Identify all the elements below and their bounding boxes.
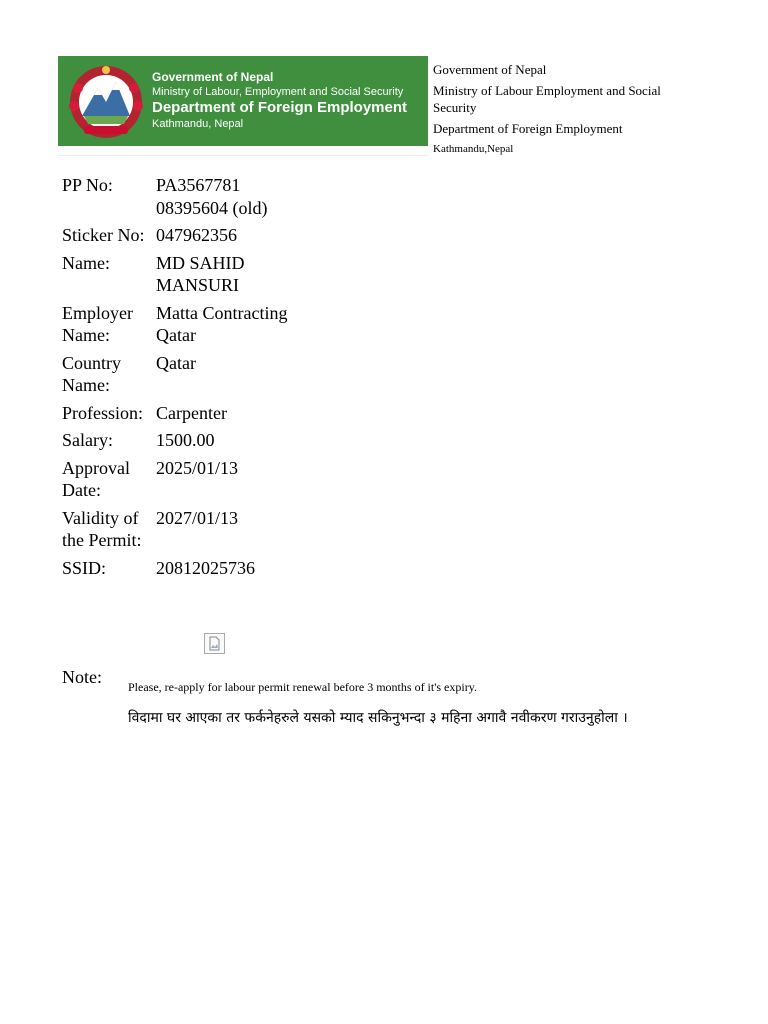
header-department: Department of Foreign Employment <box>433 121 623 136</box>
field-row-salary <box>58 427 300 455</box>
nepal-emblem-icon <box>66 64 146 142</box>
field-label: Country Name: <box>62 352 122 395</box>
broken-image-icon <box>204 633 225 654</box>
header-location: Kathmandu,Nepal <box>433 143 514 155</box>
field-value: 1500.00 <box>156 430 215 450</box>
note-nepali: विदामा घर आएका तर फर्कनेहरुले यसको म्याद सकिनुभन्दा ३ महिना अगावै नवीकरण गराउनुहोला । <box>128 710 628 726</box>
banner-ministry: Ministry of Labour, Employment and Social Security <box>152 86 404 98</box>
field-value: Qatar <box>156 352 196 373</box>
field-value: 20812025736 <box>156 557 255 578</box>
field-value-old: 08395604 (old) <box>156 197 268 218</box>
dofe-banner <box>58 56 428 146</box>
field-row-country <box>58 350 300 400</box>
field-value: Carpenter <box>156 402 227 423</box>
field-label: Sticker No: <box>62 225 145 245</box>
field-value: Matta Contracting Qatar <box>156 302 288 345</box>
field-row-approval <box>58 455 300 505</box>
field-value: 047962356 <box>156 225 237 245</box>
field-value: PA3567781 <box>156 175 241 195</box>
banner-location: Kathmandu, Nepal <box>152 118 244 130</box>
field-label: PP No: <box>62 175 113 195</box>
note-label: Note: <box>62 667 102 687</box>
field-row-sticker <box>58 222 300 250</box>
field-value: MD SAHID MANSURI <box>156 252 245 295</box>
field-row-pp <box>58 172 300 222</box>
field-row-validity <box>58 505 300 555</box>
header-divider <box>58 155 428 156</box>
field-label: Approval Date: <box>62 457 130 500</box>
banner-gov: Government of Nepal <box>152 70 274 84</box>
field-label: Employer Name: <box>62 302 133 345</box>
header-text <box>433 61 683 162</box>
field-row-profession <box>58 400 300 428</box>
header-ministry: Ministry of Labour Employment and Social Security <box>433 83 661 115</box>
field-row-ssid <box>58 555 300 583</box>
field-label: Salary: <box>62 430 113 450</box>
header-gov: Government of Nepal <box>433 62 547 77</box>
field-row-employer <box>58 300 300 350</box>
field-row-name <box>58 250 300 300</box>
permit-details <box>58 172 300 582</box>
banner-department: Department of Foreign Employment <box>152 99 408 116</box>
field-value: 2027/01/13 <box>156 507 239 528</box>
field-label: Validity of the Permit: <box>62 507 142 550</box>
field-label: Profession: <box>62 402 143 423</box>
field-label: Name: <box>62 252 110 273</box>
note-english: Please, re-apply for labour permit renewal before 3 months of it's expiry. <box>128 680 477 694</box>
field-label: SSID: <box>62 557 107 578</box>
field-value: 2025/01/13 <box>156 457 239 478</box>
